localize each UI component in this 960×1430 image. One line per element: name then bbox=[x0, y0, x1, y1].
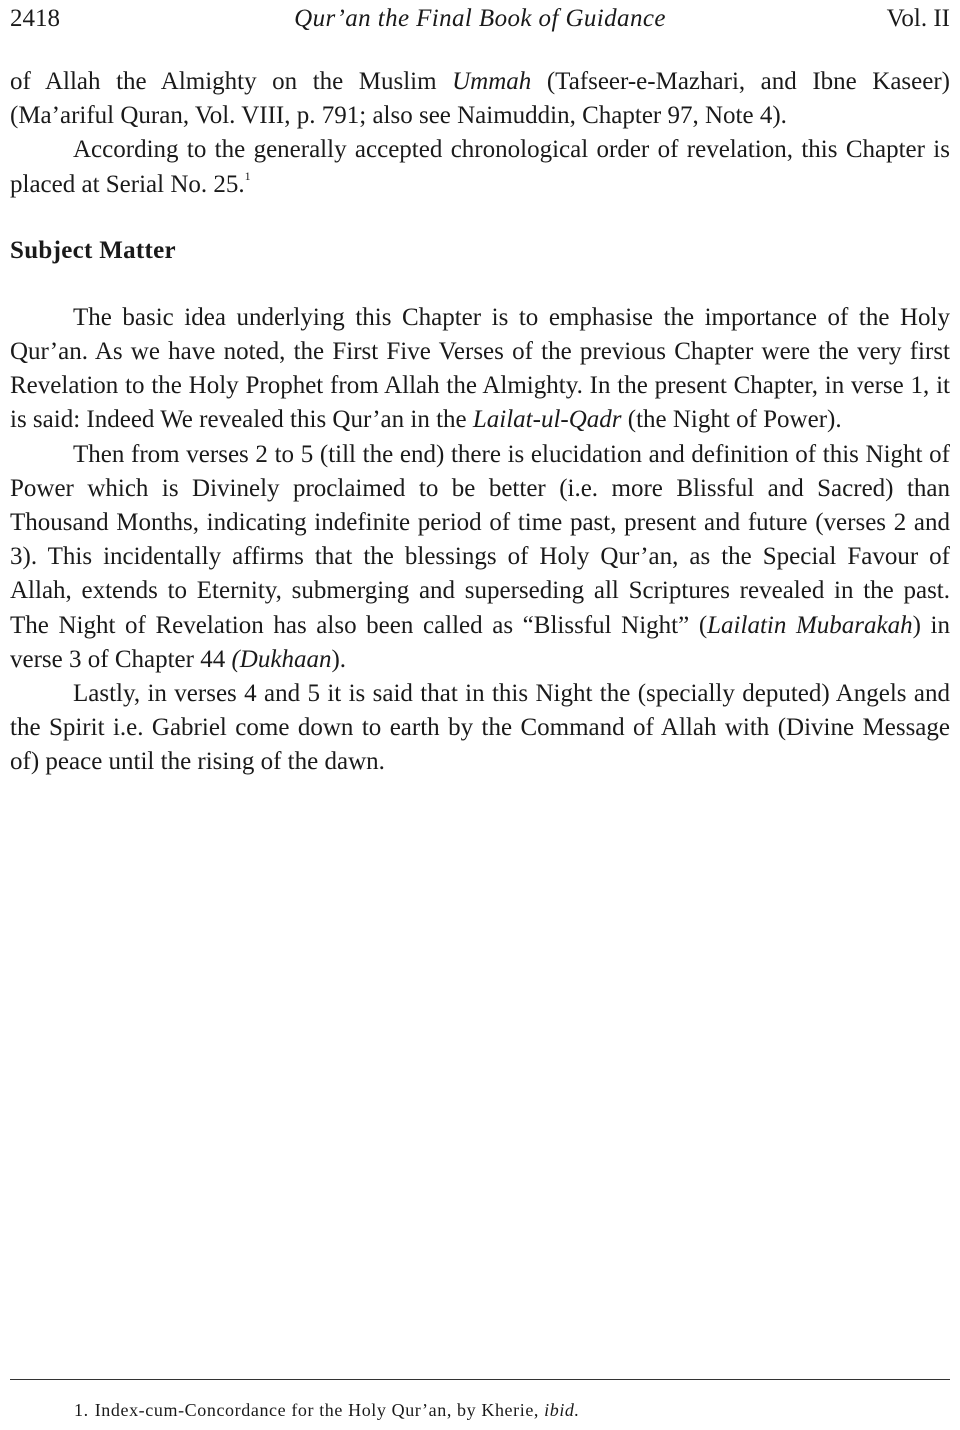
text-run: According to the generally accepted chronological order of revelation, this Chapter is placed at Serial No. 25. bbox=[10, 136, 950, 198]
paragraph-verses-2-5 bbox=[10, 438, 950, 677]
running-header bbox=[10, 2, 950, 36]
text-run: Lastly, in verses 4 and 5 it is said that in this Night the (specially deputed) Angels and the Spirit i.e. Gabriel come down to earth by the Command of Allah with (Divine Message of) peace until the rising of the dawn. bbox=[10, 680, 950, 776]
paragraph-basic-idea bbox=[10, 301, 950, 438]
text-run: ). bbox=[331, 645, 347, 673]
book-page bbox=[10, 0, 950, 1430]
text-run: (Tafseer-e-Mazhari, and Ibne Kaseer) (Ma’ariful Quran, Vol. VIII, p. 791; also see Naimuddin, Chapter 97, Note 4). bbox=[10, 68, 951, 130]
spacer bbox=[10, 202, 950, 234]
paragraph-chronology bbox=[10, 133, 950, 201]
page-number: 2418 bbox=[10, 5, 60, 32]
book-title: Qur’an the Final Book of Guidance bbox=[294, 5, 666, 32]
italic-term: (Dukhaan bbox=[231, 645, 332, 673]
main-text bbox=[10, 65, 950, 780]
footnote-divider bbox=[10, 1379, 950, 1380]
text-run: ) in verse 3 of Chapter 44 bbox=[10, 611, 950, 673]
volume-label: Vol. II bbox=[886, 5, 950, 32]
text-run: The basic idea underlying this Chapter is to emphasise the importance of the Holy Qur’an. As we have noted, the First Five Verses of the previous Chapter were the very first Revelation to the Holy Prophet from Allah the Almighty. In the present Chapter, in verse 1, it is said: Indeed We revealed this Qur’an in the bbox=[10, 303, 950, 434]
text-run: (the Night of Power). bbox=[621, 406, 842, 434]
text-run: of Allah the Almighty on the Muslim bbox=[10, 68, 453, 95]
text-run: Then from verses 2 to 5 (till the end) there is elucidation and definition of this Night of Power which is Divinely proclaimed to be better (i.e. more Blissful and Sacred) than Thousand Months, indicating indefinite period of time past, present and future (verses 2 and 3). This incidentally affirms that the blessings of Holy Qur’an, as the Special Favour of Allah, extends to Eternity, submerging and superseding all Scriptures revealed in the past. The Night of Revelation has also been called as “Blissful Night” ( bbox=[10, 440, 950, 639]
italic-term: Lailat-ul-Qadr bbox=[472, 406, 622, 434]
footnote-italic: ibid. bbox=[544, 1400, 580, 1420]
footnote-number: 1. bbox=[74, 1400, 89, 1420]
spacer bbox=[10, 268, 950, 301]
footnote-text: Index-cum-Concordance for the Holy Qur’an, by Kherie, bbox=[94, 1400, 545, 1420]
paragraph-continued bbox=[10, 65, 950, 133]
paragraph-verses-4-5 bbox=[10, 677, 950, 780]
italic-term: Lailatin Mubarakah bbox=[707, 611, 913, 639]
footnote bbox=[74, 1398, 580, 1422]
italic-term: Ummah bbox=[452, 68, 532, 95]
footnote-reference: 1 bbox=[244, 168, 251, 183]
section-heading: Subject Matter bbox=[10, 236, 176, 264]
